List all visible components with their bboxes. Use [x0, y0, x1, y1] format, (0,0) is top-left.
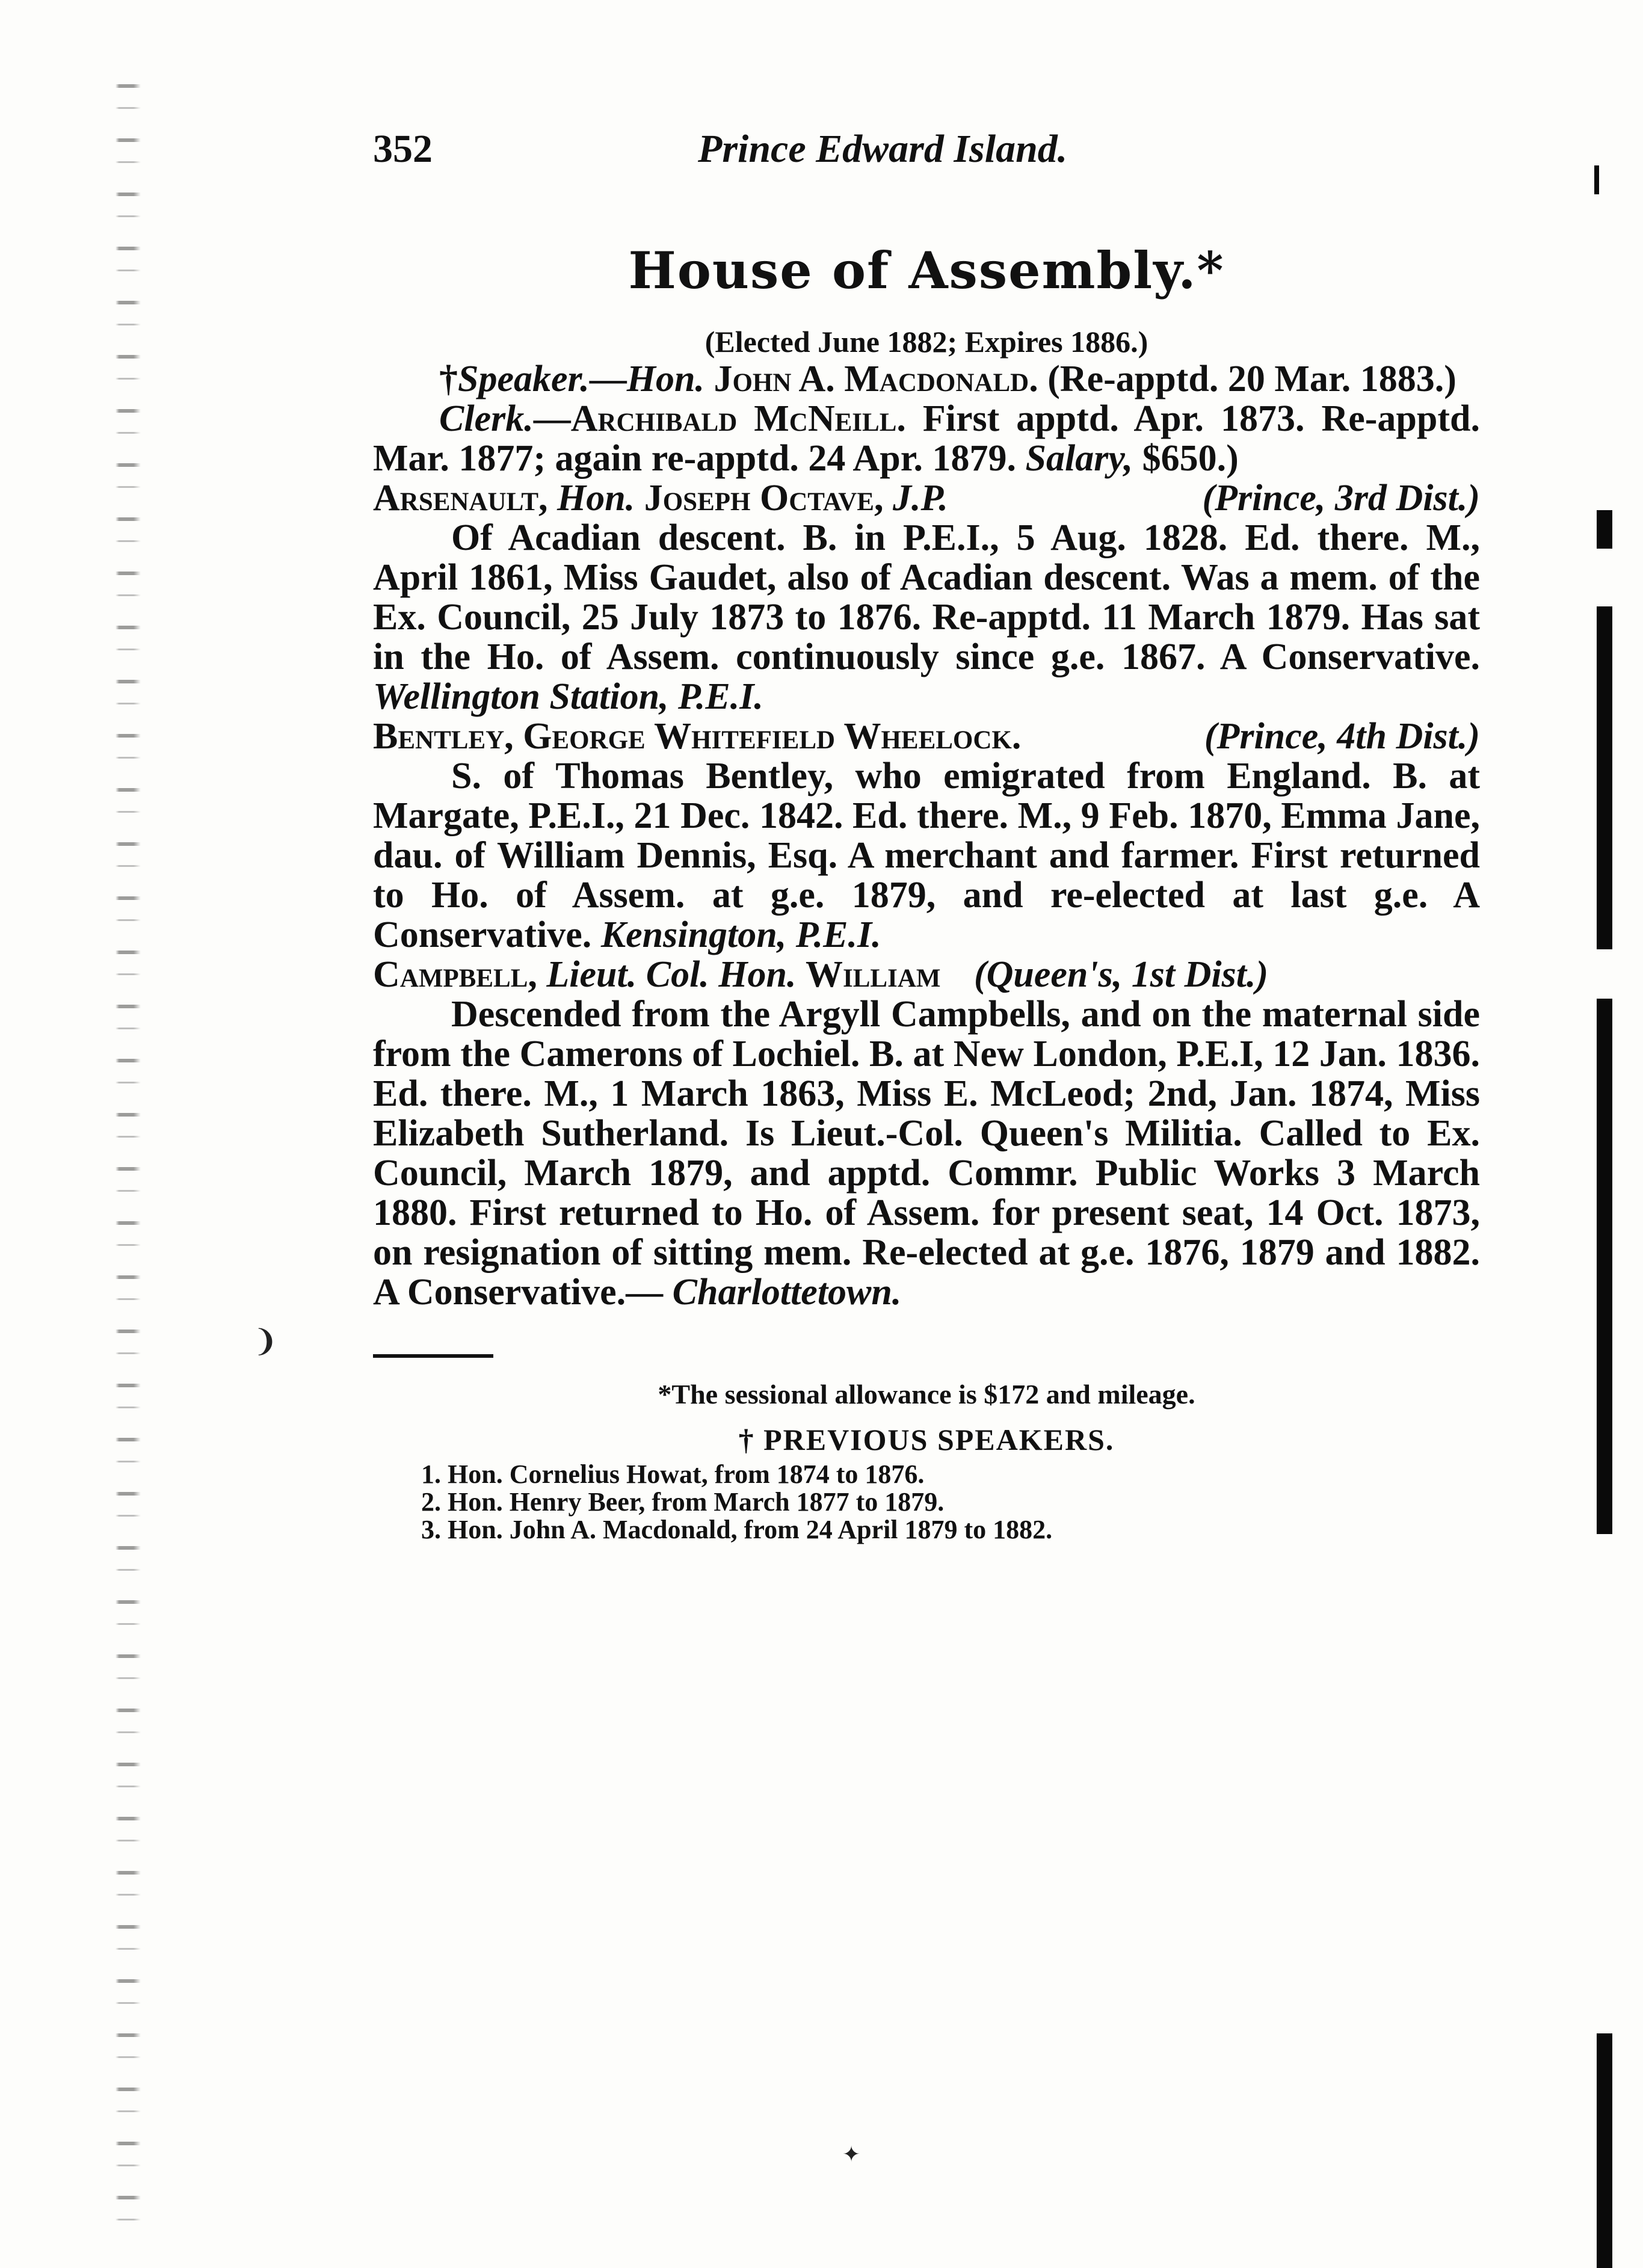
footnote-allowance: *The sessional allowance is $172 and mileage. [658, 1379, 1195, 1410]
dagger-mark: † [439, 359, 458, 399]
footnote-rule [373, 1354, 493, 1358]
member-heading-campbell [373, 955, 1480, 994]
member-bio: Descended from the Argyll Campbells, and on the maternal side from the Camerons of Lochiel. B. at New London, P.E.I, 12 Jan. 1836. Ed. there. M., 1 March 1863, Miss E. McLeod; 2nd, Jan. 1874, Miss Elizabeth Sutherland. Is Lieut.-Col. Queen's Militia. Called to Ex. Council, March 1879, and apptd. Commr. Public Works 3 March 1880. First returned to Ho. of Assem. for present seat, 14 Oct. 1873, on resignation of sitting mem. Re-elected at g.e. 1876, 1879 and 1882. A Conservative.— [373, 994, 1480, 1313]
scan-margin-bar [1597, 2033, 1612, 2268]
speaker-name: John A. Macdonald. [714, 359, 1038, 399]
clerk-text: First apptd. Apr. 1873. Re-apptd. Mar. 1877; again re-apptd. 24 Apr. 1879. [373, 398, 1480, 479]
member-given-name: William [806, 954, 941, 995]
member-bio-arsenault [373, 518, 1480, 716]
member-district: (Prince, 4th Dist.) [1204, 716, 1480, 757]
member-title: Hon. [557, 478, 635, 519]
member-district: (Prince, 3rd Dist.) [1202, 478, 1480, 519]
election-note: (Elected June 1882; Expires 1886.) [704, 325, 1148, 359]
speaker-note: (Re-apptd. 20 Mar. 1883.) [1047, 359, 1457, 399]
running-title: Prince Edward Island. [698, 127, 1068, 171]
member-bio: S. of Thomas Bentley, who emigrated from England. B. at Margate, P.E.I., 21 Dec. 1842. Ed. there. M., 9 Feb. 1870, Emma Jane, dau. of William Dennis, Esq. A merchant and farmer. First returned to Ho. of Assem. at g.e. 1879, and re-elected at last g.e. A Conservative. [373, 756, 1480, 955]
page-header [373, 120, 1480, 193]
member-address: Kensington, P.E.I. [600, 914, 881, 955]
member-surname: Arsenault, [373, 478, 548, 519]
scan-ink-mark: ✦ [842, 2142, 861, 2166]
dash: — [589, 359, 627, 399]
scan-margin-bar [1597, 1384, 1612, 1534]
member-address: Charlottetown. [672, 1272, 902, 1313]
list-item: 2. Hon. Henry Beer, from March 1877 to 1879. [421, 1487, 945, 1517]
scan-margin-bar [1597, 606, 1612, 949]
member-given-name: Joseph Octave, [644, 478, 884, 519]
clerk-name: Archibald McNeill. [570, 398, 906, 439]
speaker-honorific: Hon. [626, 359, 704, 399]
scan-pencil-mark: ❩ [253, 1324, 278, 1358]
section-title: House of Assembly.* [628, 241, 1225, 300]
member-title: Lieut. Col. Hon. [546, 954, 797, 995]
member-bio-bentley [373, 756, 1480, 955]
member-given-name: George Whitefield Wheelock. [523, 716, 1022, 757]
member-bio: Of Acadian descent. B. in P.E.I., 5 Aug. 1828. Ed. there. M., April 1861, Miss Gaudet, also of Acadian descent. Was a mem. of the Ex. Council, 25 July 1873 to 1876. Re-apptd. 11 March 1879. Has sat in the Ho. of Assem. continuously since g.e. 1867. A Conservative. [373, 517, 1480, 677]
dash: — [533, 398, 571, 439]
clerk-entry [373, 399, 1480, 478]
clerk-role: Clerk. [439, 398, 534, 439]
member-district: (Queen's, 1st Dist.) [973, 954, 1269, 995]
scan-margin-bar [1597, 999, 1612, 1444]
scan-margin-mark [1594, 165, 1599, 194]
speaker-entry [373, 359, 1480, 399]
member-surname: Campbell, [373, 954, 537, 995]
member-heading-arsenault [373, 478, 1480, 518]
list-item: 3. Hon. John A. Macdonald, from 24 April 1879 to 1882. [421, 1515, 1053, 1544]
previous-speakers-list [421, 1461, 1480, 1544]
member-surname: Bentley, [373, 716, 514, 757]
clerk-salary: $650.) [1142, 438, 1239, 479]
member-bio-campbell [373, 994, 1480, 1312]
member-suffix: J.P. [893, 478, 948, 519]
speaker-role: Speaker. [458, 359, 590, 399]
clerk-salary-label: Salary, [1025, 438, 1133, 479]
page-content [373, 120, 1480, 1544]
previous-speakers-heading: † PREVIOUS SPEAKERS. [738, 1423, 1115, 1456]
scan-page-edge [90, 84, 162, 2226]
list-item: 1. Hon. Cornelius Howat, from 1874 to 1876. [421, 1459, 925, 1489]
member-address: Wellington Station, P.E.I. [373, 676, 763, 717]
page-number: 352 [373, 127, 433, 171]
scan-margin-bar [1597, 510, 1612, 549]
member-heading-bentley [373, 716, 1480, 756]
